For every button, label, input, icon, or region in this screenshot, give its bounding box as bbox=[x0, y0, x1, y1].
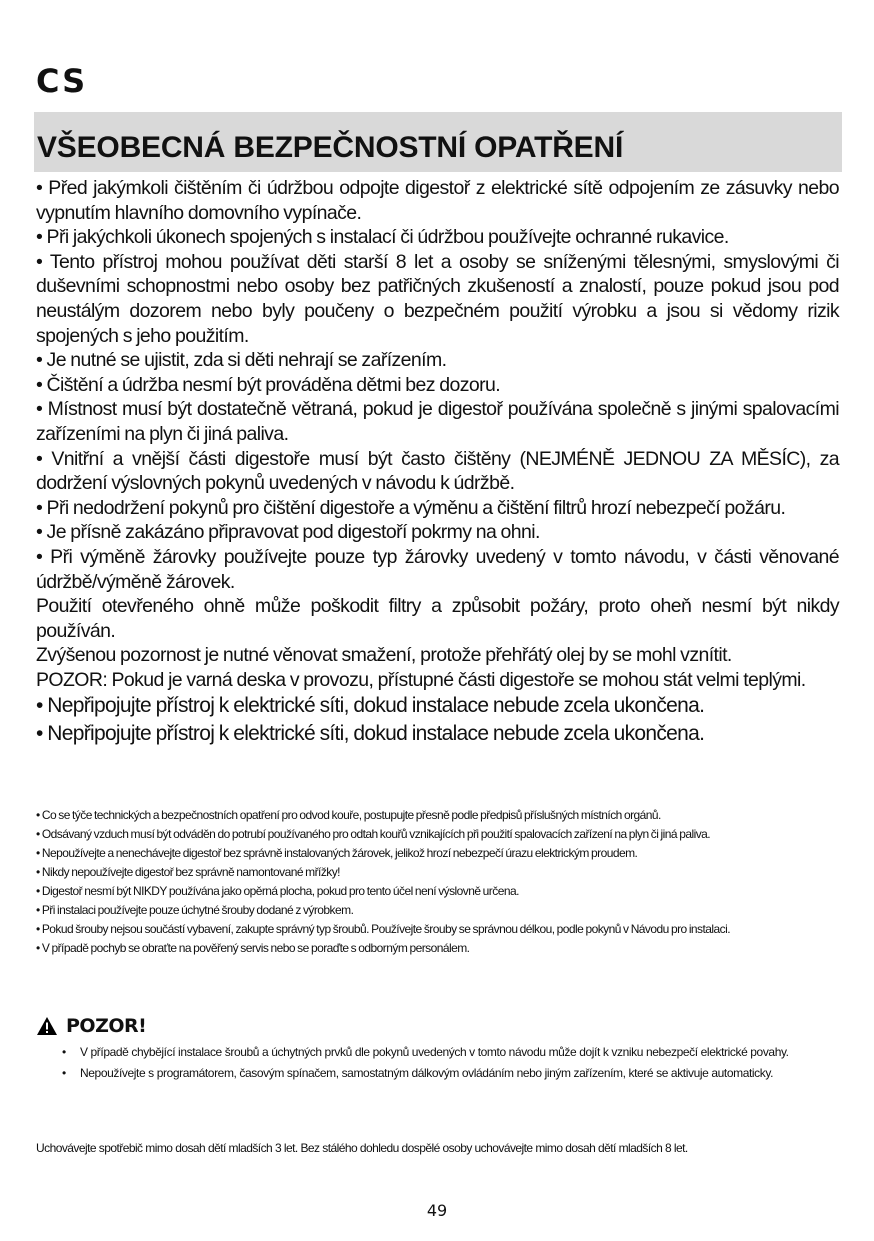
storage-note: Uchovávejte spotřebič mimo dosah dětí mladších 3 let. Bez stálého dohledu dospělé osoby uchovávejte mimo dosah dětí mladších 8 let. bbox=[36, 1141, 688, 1155]
warning-bullet: • bbox=[62, 1045, 66, 1059]
safety-item: • Čištění a údržba nesmí být prováděna dětmi bez dozoru. bbox=[36, 373, 501, 396]
warning-item bbox=[62, 1064, 839, 1082]
safety-item: • Vnitřní a vnější části digestoře musí být často čištěny (NEJMÉNĚ JEDNOU ZA MĚSÍC), za dodržení výslovných pokynů uvedených v návodu k údržbě. bbox=[36, 447, 839, 495]
warning-triangle-icon bbox=[36, 1016, 58, 1036]
language-code: CS bbox=[36, 62, 88, 100]
small-item: • Co se týče technických a bezpečnostních opatření pro odvod kouře, postupujte přesně podle předpisů příslušných místních orgánů. bbox=[36, 808, 661, 822]
safety-item: Použití otevřeného ohně může poškodit filtry a způsobit požáry, proto oheň nesmí být nikdy používán. bbox=[36, 595, 839, 642]
safety-item: • Při nedodržení pokynů pro čištění digestoře a výměnu a čištění filtrů hrozí nebezpečí požáru. bbox=[36, 496, 786, 519]
warning-header bbox=[36, 1015, 146, 1037]
safety-item: • Je nutné se ujistit, zda si děti nehrají se zařízením. bbox=[36, 349, 447, 372]
safety-item: • Nepřipojujte přístroj k elektrické síti, dokud instalace nebude zcela ukončena. bbox=[36, 694, 705, 718]
warning-title: POZOR! bbox=[66, 1015, 147, 1037]
small-item: • Nikdy nepoužívejte digestoř bez správně namontované mřížky! bbox=[36, 865, 340, 879]
warning-list bbox=[62, 1043, 839, 1085]
small-item: • Pokud šrouby nejsou součástí vybavení, zakupte správný typ šroubů. Používejte šrouby se správnou délkou, podle pokynů v Návodu pro instalaci. bbox=[36, 922, 731, 936]
small-item: • Nepoužívejte a nenechávejte digestoř bez správně instalovaných žárovek, jelikož hrozí nebezpečí úrazu elektrickým proudem. bbox=[36, 846, 638, 860]
warning-item-text: V případě chybějící instalace šroubů a úchytných prvků dle pokynů uvedených v tomto návodu může dojít k vzniku nebezpečí elektrické povahy. bbox=[80, 1045, 789, 1059]
safety-item: • Místnost musí být dostatečně větraná, pokud je digestoř používána společně s jinými spalovacími zařízeními na plyn či jiná paliva. bbox=[36, 398, 839, 445]
warning-bullet: • bbox=[62, 1066, 66, 1080]
warning-item-text: Nepoužívejte s programátorem, časovým spínačem, samostatným dálkovým ovládáním nebo jiným zařízením, které se aktivuje automaticky. bbox=[80, 1066, 774, 1080]
safety-item: • Před jakýmkoli čištěním či údržbou odpojte digestoř z elektrické sítě odpojením ze zásuvky nebo vypnutím hlavního domovního vypínače. bbox=[36, 177, 839, 224]
safety-item: • Tento přístroj mohou používat děti starší 8 let a osoby se sníženými tělesnými, smyslovými či duševními schopnostmi nebo osoby bez patřičných zkušeností a znalostí, pouze pokud jsou pod neustálým dozorem nebo byly poučeny o bezpečném použití výrobku a jsou si vědomy rizik spojených s jeho použitím. bbox=[36, 250, 839, 347]
additional-instructions-list bbox=[36, 806, 839, 958]
safety-item: • Nepřipojujte přístroj k elektrické síti, dokud instalace nebude zcela ukončena. bbox=[36, 722, 705, 746]
safety-item: • Při výměně žárovky používejte pouze typ žárovky uvedený v tomto návodu, v části věnované údržbě/výměně žárovek. bbox=[36, 545, 839, 593]
small-item: • Odsávaný vzduch musí být odváděn do potrubí používaného pro odtah kouřů vznikajících při použití spalovacích zařízení na plyn či jiná paliva. bbox=[36, 827, 711, 841]
safety-item: POZOR: Pokud je varná deska v provozu, přístupné části digestoře se mohou stát velmi teplými. bbox=[36, 668, 806, 691]
page-number: 49 bbox=[426, 1201, 448, 1220]
small-item: • Při instalaci používejte pouze úchytné šrouby dodané z výrobkem. bbox=[36, 903, 354, 917]
small-item: • V případě pochyb se obraťte na pověřený servis nebo se poraďte s odborným personálem. bbox=[36, 941, 470, 955]
safety-item: • Při jakýchkoli úkonech spojených s instalací či údržbou používejte ochranné rukavice. bbox=[36, 226, 729, 249]
section-heading: VŠEOBECNÁ BEZPEČNOSTNÍ OPATŘENÍ bbox=[37, 131, 624, 164]
safety-item: • Je přísně zakázáno připravovat pod digestoří pokrmy na ohni. bbox=[36, 521, 540, 544]
small-item: • Digestoř nesmí být NIKDY používána jako opěrná plocha, pokud pro tento účel není výslovně určena. bbox=[36, 884, 519, 898]
warning-item bbox=[62, 1043, 839, 1061]
safety-instructions-list bbox=[36, 176, 839, 748]
safety-item: Zvýšenou pozornost je nutné věnovat smažení, protože přehřátý olej by se mohl vznítit. bbox=[36, 644, 732, 667]
